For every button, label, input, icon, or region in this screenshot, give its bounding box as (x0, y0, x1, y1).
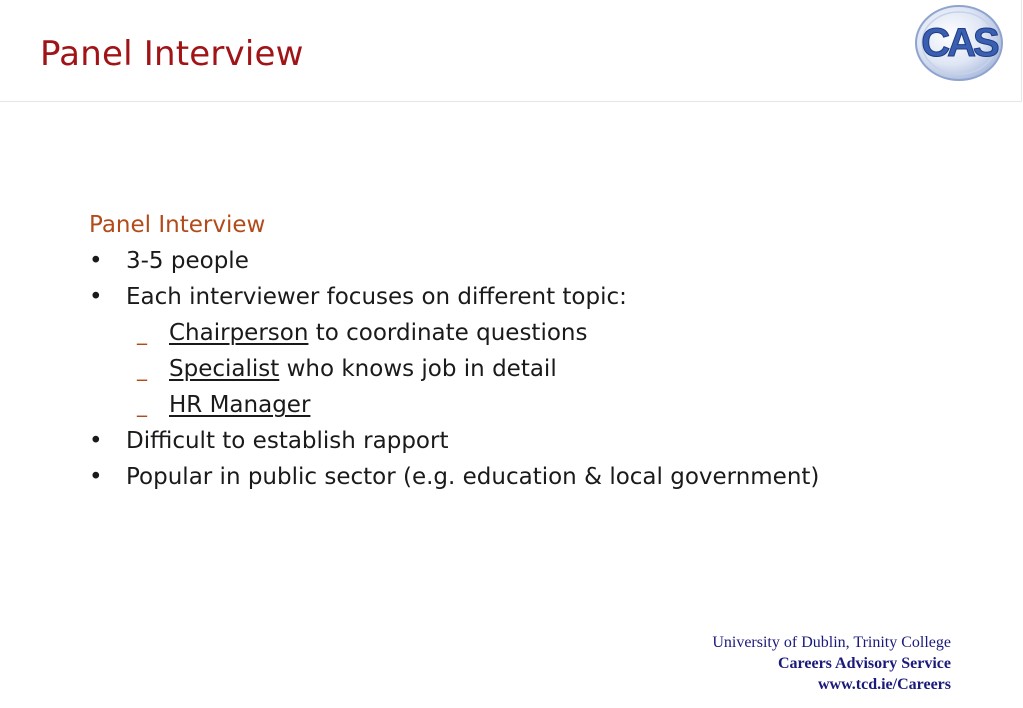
bullet-text: 3-5 people (126, 248, 249, 274)
chairperson-link[interactable]: Chairperson (169, 320, 309, 346)
bullet-icon: • (89, 284, 103, 310)
sub-item (89, 390, 311, 426)
sub-item-rest: who knows job in detail (279, 356, 557, 382)
footer-university: University of Dublin, Trinity College (712, 634, 951, 651)
bullet-item (89, 246, 265, 282)
bullet-icon: • (89, 428, 103, 454)
sub-item-text (169, 318, 587, 348)
sub-item (89, 318, 588, 354)
dash-icon: _ (137, 393, 147, 417)
hr-manager-link[interactable]: HR Manager (169, 392, 311, 418)
content-heading: Panel Interview (89, 212, 266, 238)
bullet-item (89, 462, 820, 498)
bullet-icon: • (89, 248, 103, 274)
sub-item (89, 354, 557, 390)
bullet-text: Difficult to establish rapport (126, 428, 449, 454)
footer-service: Careers Advisory Service (778, 655, 951, 672)
bullet-item (89, 426, 449, 462)
bullet-text: Each interviewer focuses on different topic: (126, 284, 627, 310)
slide-title: Panel Interview (40, 34, 304, 74)
cas-logo (912, 3, 1004, 83)
bullet-text: Popular in public sector (e.g. education & local government) (126, 464, 820, 490)
specialist-link[interactable]: Specialist (169, 356, 280, 382)
bullet-item (89, 282, 627, 318)
footer (712, 632, 951, 695)
slide-content (89, 210, 820, 498)
sub-item-text (169, 390, 310, 420)
sub-item-text (169, 354, 557, 384)
dash-icon: _ (137, 357, 147, 381)
footer-url[interactable]: www.tcd.ie/Careers (818, 676, 951, 693)
dash-icon: _ (137, 321, 147, 345)
sub-item-rest: to coordinate questions (308, 320, 588, 346)
logo-text: CAS (921, 21, 997, 65)
bullet-icon: • (89, 464, 103, 490)
